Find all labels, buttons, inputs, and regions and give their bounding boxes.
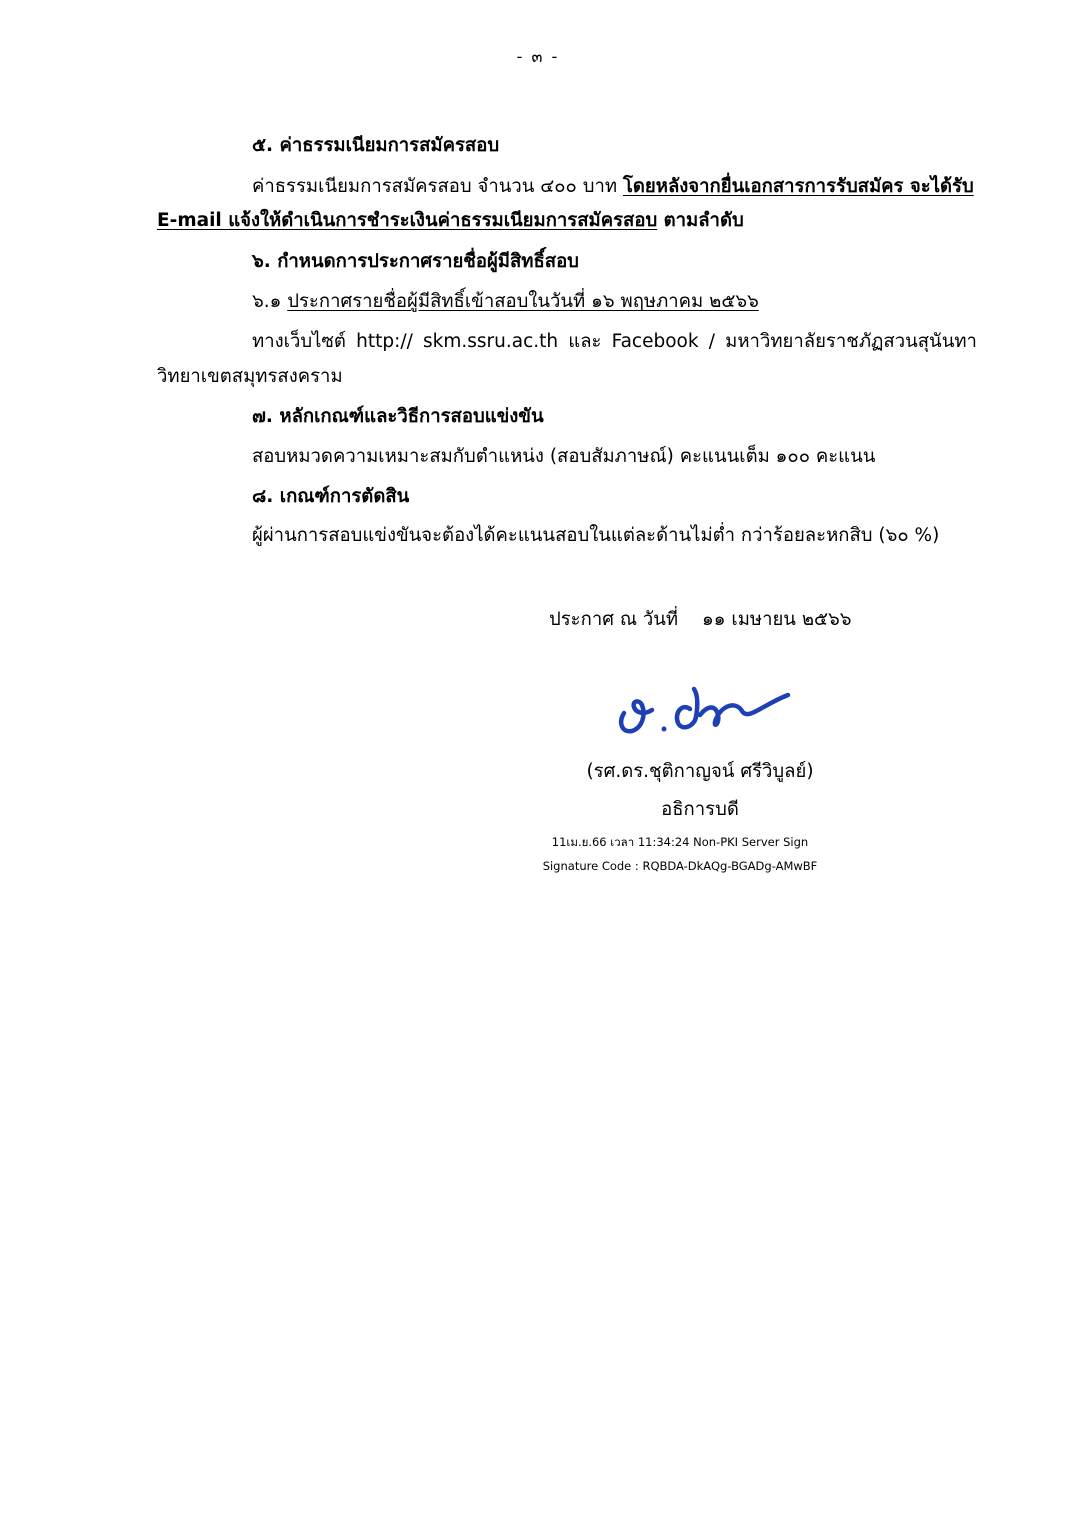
signatory-name: (รศ.ดร.ชุติกาญจน์ ศรีวิบูลย์) — [586, 761, 814, 782]
signature-code: Signature Code : RQBDA-DkAQg-BGADg-AMwBF — [542, 859, 818, 873]
announcement-date-value: ๑๑ เมษายน ๒๕๖๖ — [702, 609, 852, 630]
university-name: มหาวิทยาลัยราชภัฏสวนสุนันทา — [725, 331, 977, 352]
website-label: ทางเว็บไซต์ — [252, 331, 346, 352]
fee-email-notice-bold-2: E-mail แจ้งให้ดำเนินการชำระเงินค่าธรรมเนียมการสมัครสอบ — [157, 210, 658, 231]
slash-separator: / — [708, 331, 715, 352]
and-word: และ — [568, 331, 602, 352]
announcement-date-text: ประกาศรายชื่อผู้มีสิทธิ์เข้าสอบในวันที่ ๑๖ พฤษภาคม ๒๕๖๖ — [287, 291, 759, 312]
section-5-heading: ๕. ค่าธรรมเนียมการสมัครสอบ — [252, 135, 500, 156]
section-6-item-1 — [252, 289, 759, 315]
announcement-label: ประกาศ ณ วันที่ — [549, 609, 679, 630]
fee-order-text: ตามลำดับ — [657, 210, 744, 231]
campus-name: วิทยาเขตสมุทรสงคราม — [157, 366, 343, 387]
section-7-text: สอบหมวดความเหมาะสมกับตำแหน่ง (สอบสัมภาษณ์) คะแนนเต็ม ๑๐๐ คะแนน — [252, 446, 876, 467]
section-5-line-1 — [252, 174, 974, 200]
section-8-heading: ๘. เกณฑ์การตัดสิน — [252, 486, 410, 507]
url-protocol[interactable]: http:// — [356, 331, 413, 352]
section-7-heading: ๗. หลักเกณฑ์และวิธีการสอบแข่งขัน — [252, 406, 544, 427]
section-6-heading: ๖. กำหนดการประกาศรายชื่อผู้มีสิทธิ์สอบ — [252, 251, 579, 272]
signatory-position: อธิการบดี — [661, 799, 739, 820]
facebook-link[interactable]: Facebook — [611, 331, 699, 352]
website-url[interactable]: skm.ssru.ac.th — [422, 331, 559, 352]
electronic-sign-timestamp: 11เม.ย.66 เวลา 11:34:24 Non-PKI Server Sign — [551, 835, 809, 849]
page-number: - ๓ - — [516, 47, 560, 66]
section-5-line-2 — [157, 208, 744, 234]
item-number: ๖.๑ — [252, 291, 288, 312]
announcement-date — [549, 607, 852, 633]
fee-email-notice-bold: โดยหลังจากยื่นเอกสารการรับสมัคร จะได้รับ — [622, 176, 974, 197]
website-line — [252, 329, 977, 355]
fee-amount-text: ค่าธรรมเนียมการสมัครสอบ จำนวน ๔๐๐ บาท — [252, 176, 623, 197]
handwritten-signature — [612, 675, 802, 745]
section-8-text: ผู้ผ่านการสอบแข่งขันจะต้องได้คะแนนสอบในแต่ละด้านไม่ต่ำ กว่าร้อยละหกสิบ (๖๐ %) — [252, 525, 940, 546]
